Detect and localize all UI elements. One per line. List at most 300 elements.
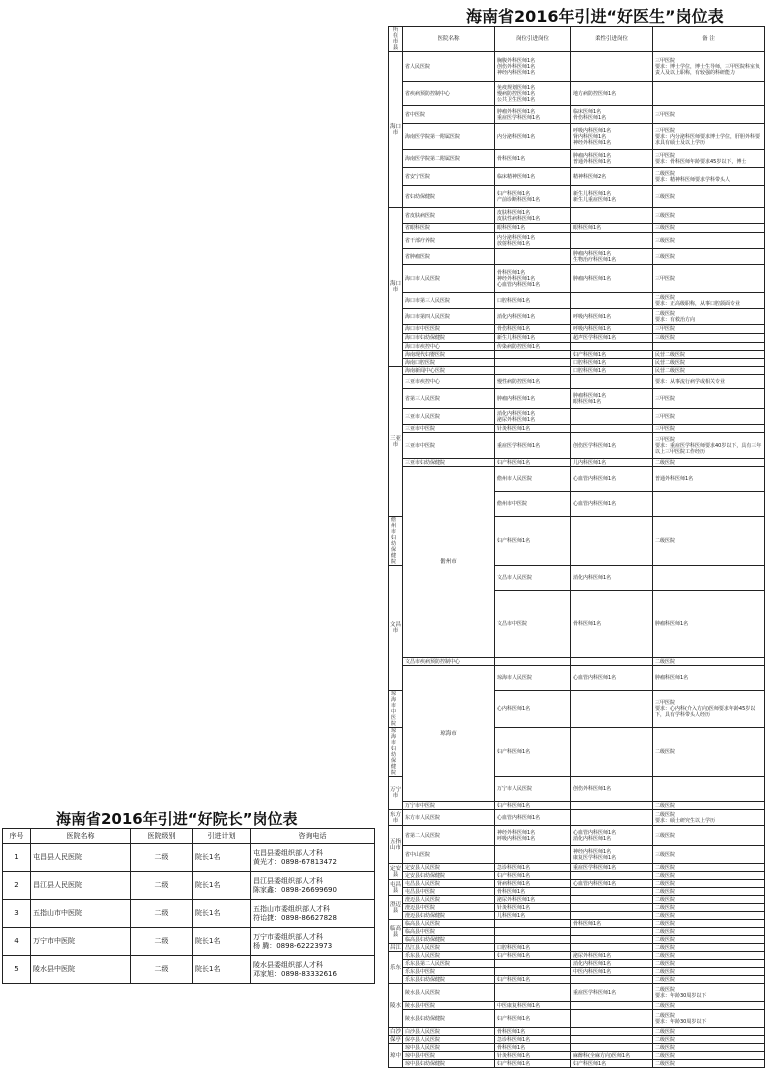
hospital-cell: 万宁市中医院 bbox=[403, 802, 495, 810]
fixed-position-cell: 皮肤科医师1名 皮肤性病科医师1名 bbox=[495, 208, 571, 224]
notes-cell: 三甲医院 要求：心内科(介入方向)医师要求年龄45岁以下，具有学科带头人经历 bbox=[653, 691, 765, 728]
flexible-position-cell: 口腔科医师1名 bbox=[571, 359, 653, 367]
flexible-position-cell bbox=[571, 810, 653, 826]
fixed-position-cell bbox=[495, 968, 571, 976]
fixed-position-cell bbox=[495, 351, 571, 359]
table-row bbox=[389, 343, 765, 351]
hospital-cell: 临高县人民医院 bbox=[403, 920, 495, 928]
hospital-cell: 省安宁医院 bbox=[403, 168, 495, 186]
no-cell: 5 bbox=[3, 956, 31, 984]
table-row bbox=[3, 872, 375, 900]
flexible-position-cell bbox=[571, 52, 653, 82]
table-row bbox=[389, 880, 765, 888]
fixed-position-cell: 心血管内科医师1名 bbox=[571, 666, 653, 691]
fixed-position-cell: 妇产科医师1名 bbox=[495, 976, 571, 984]
fixed-position-cell: 妇产科医师1名 bbox=[495, 1060, 571, 1068]
notes-cell: 二级医院 bbox=[653, 944, 765, 952]
fixed-position-cell bbox=[495, 846, 571, 864]
table-row bbox=[389, 309, 765, 325]
hospital-cell: 琼海市人民医院 bbox=[495, 666, 571, 691]
hospital-cell: 海南现代妇婴医院 bbox=[403, 351, 495, 359]
city-cell: 琼中 bbox=[389, 1044, 403, 1068]
hospital-cell: 省皮肤病医院 bbox=[403, 208, 495, 224]
notes-cell: 三级医院 bbox=[653, 186, 765, 208]
table-row bbox=[389, 1060, 765, 1068]
fixed-position-cell: 儿科医师1名 bbox=[495, 912, 571, 920]
table-row bbox=[389, 928, 765, 936]
hospital-cell: 文昌市中医院 bbox=[495, 591, 571, 658]
hospital-cell: 琼中县中医院 bbox=[403, 1052, 495, 1060]
hospital-cell: 省眼科医院 bbox=[403, 224, 495, 233]
notes-cell: 三甲医院 bbox=[653, 106, 765, 124]
table-row bbox=[389, 920, 765, 928]
fixed-position-cell: 神经外科医师1名 呼吸内科医师1名 bbox=[495, 826, 571, 846]
table-row bbox=[389, 233, 765, 249]
no-cell: 2 bbox=[3, 872, 31, 900]
header-hospital: 医院名称 bbox=[31, 829, 131, 844]
flexible-position-cell: 肿瘤内科医师1名 普通外科医师1名 bbox=[571, 150, 653, 168]
table-row bbox=[3, 844, 375, 872]
hospital-cell: 澄迈县妇幼保健院 bbox=[403, 912, 495, 920]
hospital-cell: 海口市人民医院 bbox=[403, 265, 495, 293]
table-row bbox=[389, 944, 765, 952]
table-row bbox=[389, 168, 765, 186]
table-row bbox=[389, 249, 765, 265]
hospital-cell: 省人民医院 bbox=[403, 52, 495, 82]
flexible-position-cell bbox=[571, 904, 653, 912]
hospital-cell: 省中山医院 bbox=[403, 846, 495, 864]
doctor-table-title: 海南省2016年引进“好医生”岗位表 bbox=[466, 7, 724, 26]
notes-cell: 二级医院 要求：年龄30周岁以下 bbox=[653, 1010, 765, 1028]
fixed-position-cell: 消化内科医师1名 泌尿外科医师1名 bbox=[495, 409, 571, 425]
notes-cell: 二级医院 bbox=[653, 658, 765, 666]
fixed-position-cell: 骨科医师1名 bbox=[495, 1044, 571, 1052]
notes-cell: 二级医院 bbox=[653, 928, 765, 936]
notes-cell: 二级医院 bbox=[653, 968, 765, 976]
fixed-position-cell: 骨科医师1名 bbox=[495, 150, 571, 168]
hospital-cell: 海南口腔医院 bbox=[403, 359, 495, 367]
table-row bbox=[389, 896, 765, 904]
fixed-position-cell: 妇产科医师1名 bbox=[495, 728, 571, 777]
fixed-position-cell: 心血管内科医师1名 bbox=[495, 810, 571, 826]
flexible-position-cell: 肿瘤科医师1名 bbox=[653, 666, 765, 691]
hospital-cell: 五指山市中医院 bbox=[31, 900, 131, 928]
table-row bbox=[389, 936, 765, 944]
notes-cell bbox=[653, 343, 765, 351]
fixed-position-cell bbox=[495, 984, 571, 1002]
notes-cell: 二级医院 bbox=[653, 802, 765, 810]
flexible-position-cell: 重症医学科医师1名 bbox=[571, 984, 653, 1002]
notes-cell: 二级医院 bbox=[653, 728, 765, 777]
table-row bbox=[389, 968, 765, 976]
plan-cell: 院长1名 bbox=[193, 956, 251, 984]
notes-cell: 三甲医院 要求：博士学位，博士生导师，三甲医院科室负责人及以上职称，有较强的科研能力 bbox=[653, 52, 765, 82]
fixed-position-cell: 针灸科医师1名 bbox=[495, 425, 571, 433]
hospital-cell: 昌江县人民医院 bbox=[403, 944, 495, 952]
city-cell: 琼海市 bbox=[403, 666, 495, 802]
city-cell: 五指山市 bbox=[389, 826, 403, 864]
table-row bbox=[389, 1028, 765, 1036]
fixed-position-cell: 消化内科医师1名 bbox=[571, 566, 653, 591]
notes-cell: 二级医院 bbox=[653, 936, 765, 944]
header-contact: 咨询电话 bbox=[251, 829, 375, 844]
hospital-cell: 乐东县妇幼保健院 bbox=[403, 976, 495, 984]
contact-cell: 五指山市委组织部人才科 符诒捷：0898-86627828 bbox=[251, 900, 375, 928]
notes-cell: 三级医院 bbox=[653, 249, 765, 265]
notes-cell: 民营二级医院 bbox=[653, 359, 765, 367]
hospital-cell: 保亭县人民医院 bbox=[403, 1036, 495, 1044]
hospital-cell: 省妇幼保健院 bbox=[403, 186, 495, 208]
fixed-position-cell bbox=[495, 359, 571, 367]
no-cell: 4 bbox=[3, 928, 31, 956]
doctor-positions-table bbox=[388, 26, 765, 1068]
notes-cell: 二级医院 bbox=[653, 904, 765, 912]
table-row bbox=[389, 666, 765, 691]
flexible-position-cell: 精神科医师2名 bbox=[571, 168, 653, 186]
notes-cell: 二级医院 bbox=[653, 517, 765, 566]
hospital-cell: 海口市疾控中心 bbox=[403, 343, 495, 351]
fixed-position-cell: 急诊科医师1名 bbox=[495, 864, 571, 872]
fixed-position-cell: 传染病防控医师1名 bbox=[495, 343, 571, 351]
notes-cell: 二级医院 要求：精神科医师要求学科带头人 bbox=[653, 168, 765, 186]
city-cell: 乐东 bbox=[389, 952, 403, 984]
notes-cell: 二级医院 bbox=[653, 1052, 765, 1060]
table-row bbox=[389, 375, 765, 389]
contact-cell: 万宁市委组织部人才科 杨 腾：0898-62223973 bbox=[251, 928, 375, 956]
fixed-position-cell: 骨伤科医师1名 bbox=[495, 325, 571, 334]
hospital-cell: 陵水县妇幼保健院 bbox=[403, 1010, 495, 1028]
notes-cell: 要求：从事流行病学或相关专业 bbox=[653, 375, 765, 389]
flexible-position-cell: 麻醉科(全麻方向)医师1名 bbox=[571, 1052, 653, 1060]
table-row bbox=[389, 976, 765, 984]
flexible-position-cell: 中医内科医师1名 bbox=[571, 968, 653, 976]
notes-cell: 二级医院 bbox=[653, 872, 765, 880]
fixed-position-cell: 口腔科医师1名 bbox=[495, 293, 571, 309]
flexible-position-cell: 创伤医学科医师1名 bbox=[571, 433, 653, 459]
flexible-position-cell: 心血管内科医师1名 bbox=[571, 880, 653, 888]
table-row bbox=[389, 1010, 765, 1028]
fixed-position-cell: 泌尿外科医师1名 bbox=[495, 896, 571, 904]
flexible-position-cell bbox=[571, 944, 653, 952]
notes-cell: 二级医院 bbox=[653, 976, 765, 984]
hospital-cell: 海口市第四人民医院 bbox=[403, 309, 495, 325]
flexible-position-cell: 呼吸内科医师1名 bbox=[571, 325, 653, 334]
hospital-cell: 省肿瘤医院 bbox=[403, 249, 495, 265]
hospital-cell: 陵水县中医院 bbox=[31, 956, 131, 984]
table-row bbox=[389, 467, 765, 492]
hospital-cell: 屯昌县人民医院 bbox=[31, 844, 131, 872]
fixed-position-cell: 妇产科医师1名 bbox=[495, 1010, 571, 1028]
notes-cell: 三级医院 bbox=[653, 846, 765, 864]
fixed-position-cell: 妇产科医师1名 bbox=[495, 802, 571, 810]
fixed-position-cell: 眼科医师1名 bbox=[495, 224, 571, 233]
fixed-position-cell: 骨科医师1名 bbox=[495, 1028, 571, 1036]
notes-cell: 二级医院 bbox=[653, 912, 765, 920]
contact-cell: 昌江县委组织部人才科 陈家鑫：0898-26699690 bbox=[251, 872, 375, 900]
notes-cell: 二级医院 要求：有救治方向 bbox=[653, 309, 765, 325]
flexible-position-cell bbox=[571, 728, 653, 777]
flexible-position-cell bbox=[571, 517, 653, 566]
header-city: 所在市县 bbox=[389, 27, 403, 52]
hospital-cell: 昌江县人民医院 bbox=[31, 872, 131, 900]
table-row bbox=[389, 265, 765, 293]
level-cell: 二级 bbox=[131, 956, 193, 984]
flexible-position-cell bbox=[571, 872, 653, 880]
fixed-position-cell bbox=[495, 960, 571, 968]
fixed-position-cell bbox=[495, 928, 571, 936]
hospital-cell: 万宁市中医院 bbox=[31, 928, 131, 956]
flexible-position-cell bbox=[571, 1044, 653, 1052]
flexible-position-cell: 重症医学科医师1名 bbox=[571, 864, 653, 872]
dean-positions-table bbox=[2, 828, 375, 984]
flexible-position-cell: 呼吸内科医师1名 bbox=[571, 309, 653, 325]
hospital-cell: 省疾病预防控制中心 bbox=[403, 82, 495, 106]
flexible-position-cell: 地方病防控医师1名 bbox=[571, 82, 653, 106]
table-row bbox=[389, 224, 765, 233]
table-row bbox=[389, 888, 765, 896]
hospital-cell: 琼海市中医院 bbox=[389, 691, 403, 728]
hospital-cell: 省中医院 bbox=[403, 106, 495, 124]
notes-cell: 二级医院 bbox=[653, 896, 765, 904]
hospital-cell: 定安县妇幼保健院 bbox=[403, 872, 495, 880]
flexible-position-cell: 消化内科医师1名 bbox=[571, 960, 653, 968]
table-row bbox=[389, 960, 765, 968]
flexible-position-cell bbox=[571, 1028, 653, 1036]
hospital-cell: 乐东县第二人民医院 bbox=[403, 960, 495, 968]
city-cell: 定安县 bbox=[389, 865, 401, 878]
table-row bbox=[3, 900, 375, 928]
notes-cell: 二级医院 bbox=[653, 1044, 765, 1052]
fixed-position-cell: 中医康复科医师1名 bbox=[495, 1002, 571, 1010]
table-row bbox=[389, 293, 765, 309]
table-row bbox=[389, 433, 765, 459]
table-row bbox=[389, 124, 765, 150]
hospital-cell: 琼海市妇幼保健院 bbox=[389, 728, 403, 777]
flexible-position-cell: 超声医学科医师1名 bbox=[571, 334, 653, 343]
notes-cell: 三级医院 bbox=[653, 233, 765, 249]
table-row bbox=[389, 872, 765, 880]
notes-cell: 二级医院 bbox=[653, 1028, 765, 1036]
table-row bbox=[389, 1036, 765, 1044]
notes-cell: 二级医院 bbox=[653, 880, 765, 888]
table-row bbox=[389, 459, 765, 467]
dean-table-title: 海南省2016年引进“好院长”岗位表 bbox=[56, 810, 298, 828]
hospital-cell: 省第三人民医院 bbox=[403, 389, 495, 409]
hospital-cell: 海口市妇幼保健院 bbox=[403, 334, 495, 343]
city-cell: 昌江 bbox=[389, 944, 401, 951]
city-cell: 海口市 bbox=[389, 208, 403, 367]
fixed-position-cell: 心血管内科医师1名 bbox=[571, 492, 653, 517]
header-no: 序号 bbox=[3, 829, 31, 844]
flexible-position-cell: 新生儿科医师1名 新生儿重症医师1名 bbox=[571, 186, 653, 208]
header-flexible-position: 柔性引进岗位 bbox=[571, 27, 653, 52]
city-cell: 保亭 bbox=[389, 1036, 401, 1043]
flexible-position-cell: 肿瘤科医师1名 bbox=[653, 591, 765, 658]
fixed-position-cell bbox=[495, 920, 571, 928]
flexible-position-cell bbox=[571, 208, 653, 224]
fixed-position-cell: 内分泌科医师1名 bbox=[495, 124, 571, 150]
table-row bbox=[389, 351, 765, 359]
notes-cell: 三级医院 bbox=[653, 208, 765, 224]
table-row bbox=[389, 658, 765, 666]
hospital-cell: 定安县人民医院 bbox=[403, 864, 495, 872]
hospital-cell: 省第二人民医院 bbox=[403, 826, 495, 846]
fixed-position-cell: 急诊科医师1名 bbox=[495, 1036, 571, 1044]
flexible-position-cell: 心血管内科医师1名 消化内科医师1名 bbox=[571, 826, 653, 846]
header-hospital: 医院名称 bbox=[403, 27, 495, 52]
table-row bbox=[389, 82, 765, 106]
contact-cell: 屯昌县委组织部人才科 黄光才：0898-67813472 bbox=[251, 844, 375, 872]
flexible-position-cell: 泌尿外科医师1名 bbox=[571, 952, 653, 960]
notes-cell: 民营二级医院 bbox=[653, 367, 765, 375]
hospital-cell: 海南医学院第一附属医院 bbox=[403, 124, 495, 150]
hospital-cell: 儋州市妇幼保健院 bbox=[389, 517, 403, 566]
fixed-position-cell: 妇产科医师1名 bbox=[495, 517, 571, 566]
city-cell: 东方市 bbox=[389, 811, 401, 824]
flexible-position-cell: 临床医师1名 骨伤科医师1名 bbox=[571, 106, 653, 124]
level-cell: 二级 bbox=[131, 900, 193, 928]
flexible-position-cell: 肿瘤科医师1名 眼科医师1名 bbox=[571, 389, 653, 409]
fixed-position-cell bbox=[495, 367, 571, 375]
hospital-cell: 陵水县中医院 bbox=[403, 1002, 495, 1010]
fixed-position-cell: 妇产科医师1名 bbox=[495, 952, 571, 960]
table-row bbox=[389, 1002, 765, 1010]
flexible-position-cell bbox=[571, 896, 653, 904]
table-row bbox=[389, 984, 765, 1002]
fixed-position-cell: 针灸科医师1名 bbox=[495, 904, 571, 912]
flexible-position-cell bbox=[571, 409, 653, 425]
hospital-cell: 省干部疗养院 bbox=[403, 233, 495, 249]
city-cell: 儋州市 bbox=[403, 467, 495, 658]
table-row bbox=[389, 1052, 765, 1060]
flexible-position-cell: 妇产科医师1名 bbox=[571, 1060, 653, 1068]
no-cell: 3 bbox=[3, 900, 31, 928]
flexible-position-cell bbox=[571, 1002, 653, 1010]
city-cell: 三亚市 bbox=[389, 367, 403, 517]
fixed-position-cell: 消化内科医师1名 bbox=[495, 309, 571, 325]
table-row bbox=[389, 952, 765, 960]
hospital-cell: 琼中县人民医院 bbox=[403, 1044, 495, 1052]
hospital-cell: 三亚市中医院 bbox=[403, 425, 495, 433]
table-row bbox=[389, 810, 765, 826]
fixed-position-cell: 临床精神医师1名 bbox=[495, 168, 571, 186]
notes-cell: 二级医院 bbox=[653, 1036, 765, 1044]
fixed-position-cell: 新生儿科医师1名 bbox=[495, 334, 571, 343]
hospital-cell: 屯昌县人民医院 bbox=[403, 880, 495, 888]
hospital-cell: 文昌市人民医院 bbox=[495, 566, 571, 591]
table-row bbox=[389, 325, 765, 334]
city-cell: 澄迈县 bbox=[389, 896, 403, 920]
notes-cell: 二级医院 bbox=[653, 1060, 765, 1068]
level-cell: 二级 bbox=[131, 872, 193, 900]
header-fixed-position: 岗位引进岗位 bbox=[495, 27, 571, 52]
notes-cell: 三级医院 bbox=[653, 224, 765, 233]
table-row bbox=[3, 928, 375, 956]
flexible-position-cell bbox=[571, 343, 653, 351]
notes-cell: 三甲医院 bbox=[653, 409, 765, 425]
fixed-position-cell bbox=[495, 658, 571, 666]
flexible-position-cell bbox=[571, 293, 653, 309]
fixed-position-cell: 骨科医师1名 bbox=[571, 591, 653, 658]
hospital-cell: 海南新闻中心医院 bbox=[403, 367, 495, 375]
hospital-cell: 屯昌县中医院 bbox=[403, 888, 495, 896]
fixed-position-cell: 心血管内科医师1名 bbox=[571, 467, 653, 492]
notes-cell: 三甲医院 bbox=[653, 389, 765, 409]
city-cell: 万宁市 bbox=[389, 777, 403, 810]
notes-cell: 三甲医院 bbox=[653, 265, 765, 293]
notes-cell: 二级医院 bbox=[653, 459, 765, 467]
hospital-cell: 乐东县中医院 bbox=[403, 968, 495, 976]
city-cell: 屯昌县 bbox=[389, 881, 401, 894]
fixed-position-cell: 内分泌科医师1名 放射科医师1名 bbox=[495, 233, 571, 249]
flexible-position-cell bbox=[653, 492, 765, 517]
hospital-cell: 乐东县人民医院 bbox=[403, 952, 495, 960]
notes-cell: 民营二级医院 bbox=[653, 351, 765, 359]
table-row bbox=[389, 912, 765, 920]
flexible-position-cell bbox=[571, 1036, 653, 1044]
flexible-position-cell bbox=[571, 936, 653, 944]
level-cell: 二级 bbox=[131, 928, 193, 956]
hospital-cell: 万宁市人民医院 bbox=[495, 777, 571, 802]
flexible-position-cell: 儿内科医师1名 bbox=[571, 459, 653, 467]
hospital-cell: 三亚市人民医院 bbox=[403, 409, 495, 425]
notes-cell bbox=[653, 82, 765, 106]
flexible-position-cell: 眼科医师1名 bbox=[571, 224, 653, 233]
plan-cell: 院长1名 bbox=[193, 872, 251, 900]
table-row bbox=[389, 389, 765, 409]
hospital-cell: 陵水县人民医院 bbox=[403, 984, 495, 1002]
header-level: 医院级别 bbox=[131, 829, 193, 844]
fixed-position-cell: 创伤外科医师1名 bbox=[571, 777, 653, 802]
flexible-position-cell bbox=[653, 566, 765, 591]
table-row bbox=[389, 106, 765, 124]
table-row bbox=[389, 367, 765, 375]
hospital-cell: 三亚市妇幼保健院 bbox=[403, 459, 495, 467]
table-row bbox=[389, 334, 765, 343]
fixed-position-cell: 慢性病防控医师1名 bbox=[495, 375, 571, 389]
flexible-position-cell bbox=[571, 976, 653, 984]
notes-cell: 三甲医院 要求：重症医学科医师要求40岁以下，具有三年以上三甲医院工作经历 bbox=[653, 433, 765, 459]
notes-cell: 二级医院 bbox=[653, 1002, 765, 1010]
flexible-position-cell: 肿瘤内科医师1名 bbox=[571, 265, 653, 293]
hospital-cell: 东方市人民医院 bbox=[403, 810, 495, 826]
hospital-cell: 文昌市疾病预防控制中心 bbox=[403, 658, 495, 666]
flexible-position-cell bbox=[571, 425, 653, 433]
hospital-cell: 澄迈县中医院 bbox=[403, 904, 495, 912]
flexible-position-cell bbox=[571, 888, 653, 896]
table-row bbox=[389, 208, 765, 224]
hospital-cell: 三亚市疾控中心 bbox=[403, 375, 495, 389]
fixed-position-cell: 妇产科医师1名 产前诊断科医师1名 bbox=[495, 186, 571, 208]
hospital-cell: 海口市中医医院 bbox=[403, 325, 495, 334]
fixed-position-cell: 骨科医师1名 神经外科医师1名 心血管内科医师1名 bbox=[495, 265, 571, 293]
notes-cell: 二级医院 bbox=[653, 920, 765, 928]
notes-cell: 二级医院 bbox=[653, 864, 765, 872]
header-plan: 引进计划 bbox=[193, 829, 251, 844]
fixed-position-cell: 针灸科医师1名 bbox=[495, 1052, 571, 1060]
level-cell: 二级 bbox=[131, 844, 193, 872]
table-row bbox=[389, 425, 765, 433]
flexible-position-cell: 骨科医师1名 bbox=[571, 920, 653, 928]
notes-cell: 二级医院 要求：正高级职称，从事口腔颌面专业 bbox=[653, 293, 765, 309]
notes-cell: 二级医院 bbox=[653, 960, 765, 968]
hospital-cell: 琼中县妇幼保健院 bbox=[403, 1060, 495, 1068]
notes-cell: 二级医院 bbox=[653, 952, 765, 960]
flexible-position-cell bbox=[571, 912, 653, 920]
plan-cell: 院长1名 bbox=[193, 844, 251, 872]
dean-table-header bbox=[3, 829, 375, 844]
table-row bbox=[389, 846, 765, 864]
